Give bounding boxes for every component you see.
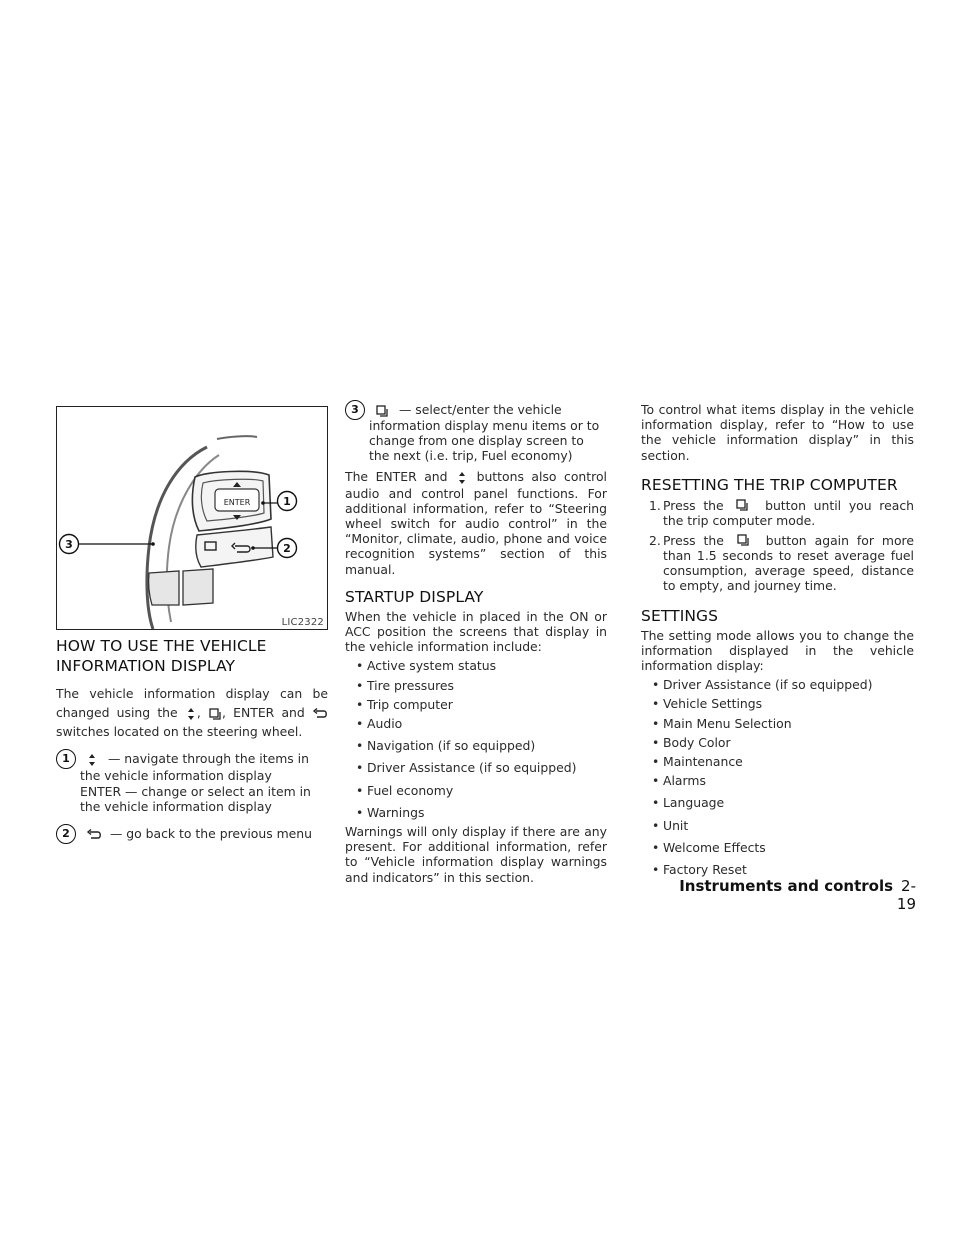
settings-list [641, 677, 914, 877]
column-3 [641, 402, 914, 877]
up-down-arrows-icon [455, 470, 469, 486]
figure-callout-3: 3 [65, 538, 73, 551]
back-arrow-icon [312, 708, 328, 720]
display-button-icon [208, 707, 222, 721]
list-item: • Maintenance [641, 754, 914, 769]
list-item: • Audio [345, 716, 607, 731]
up-down-arrows-icon [185, 706, 197, 722]
howto-item-3 [345, 402, 607, 463]
back-arrow-icon [80, 829, 106, 841]
list-item: • Navigation (if so equipped) [345, 738, 607, 753]
startup-intro: When the vehicle in placed in the ON or ACC position the screens that display in the vehicle information include: [345, 608, 607, 655]
reset-steps [641, 498, 914, 594]
howto-item-2 [56, 826, 328, 841]
display-button-icon [732, 534, 758, 548]
steering-switch-illustration [57, 407, 327, 629]
list-item: • Trip computer [345, 697, 607, 712]
figure-callout-2: 2 [283, 542, 291, 555]
step-2-b: button again for more than 1.5 seconds to reset average fuel consumption, average speed, distance to empty, and journey time. [663, 532, 914, 594]
list-item: • Welcome Effects [641, 840, 914, 855]
howto-item-2-text: — go back to the previous menu [109, 826, 313, 842]
howto-intro-c: switches located on the steering wheel. [56, 724, 303, 739]
column-1 [56, 406, 328, 841]
step-number: 1. [649, 497, 661, 513]
list-item: • Body Color [641, 735, 914, 750]
control-note: To control what items display in the vehicle information display, refer to “How to use the vehicle information display” in this section. [641, 402, 914, 463]
howto-intro-a: The vehicle information display can be changed using the [56, 686, 328, 720]
page-number: 2-19 [896, 877, 916, 913]
figure-callout-1: 1 [283, 495, 291, 508]
display-button-icon [369, 404, 395, 418]
list-item: • Vehicle Settings [641, 696, 914, 711]
howto-intro-b: , ENTER and [222, 705, 305, 720]
up-down-arrows-icon [80, 752, 104, 768]
howto-item-1 [56, 751, 328, 783]
howto-heading: HOW TO USE THE VEHICLE INFORMATION DISPLAY [56, 637, 267, 675]
howto-intro [56, 684, 328, 741]
howto-item-1-enter-text: ENTER — change or select an item in the vehicle information display [80, 783, 311, 814]
howto-item-1-enter [56, 784, 328, 814]
list-item: • Tire pressures [345, 678, 607, 693]
howto-intro-comma: , [196, 705, 201, 720]
enter-note-a: The ENTER and [345, 469, 448, 485]
list-item: • Driver Assistance (if so equipped) [345, 760, 607, 775]
settings-heading: SETTINGS [641, 606, 719, 625]
list-item: • Driver Assistance (if so equipped) [641, 677, 914, 692]
startup-heading: STARTUP DISPLAY [345, 587, 484, 606]
list-item: • Warnings [345, 805, 607, 820]
step-1-a: Press the [663, 497, 724, 513]
reset-step-2 [641, 533, 914, 594]
startup-outro: Warnings will only display if there are any present. For additional information, refer to “Vehicle information display warnings and indicators” in this section. [345, 824, 607, 885]
howto-item-3-text: — select/enter the vehicle information display menu items or to change from one display screen to the next (i.e. trip, Fuel economy) [369, 402, 600, 463]
page-footer [676, 877, 916, 913]
enter-note [345, 469, 607, 577]
steering-switch-figure [56, 406, 328, 630]
enter-note-b: buttons also control audio and control panel functions. For additional information, refer to “Steering wheel switch for audio control” in the “Monitor, climate, audio, phone and voice recognition systems” section of this manual. [345, 469, 607, 577]
list-item: • Language [641, 795, 914, 810]
figure-code: LIC2322 [281, 617, 324, 628]
list-item: • Main Menu Selection [641, 716, 914, 731]
reset-step-1 [641, 498, 914, 529]
figure-enter-label: ENTER [223, 498, 251, 507]
howto-item-1-text: — navigate through the items in the vehicle information display [80, 751, 309, 783]
callout-3: 3 [345, 400, 365, 420]
callout-2: 2 [56, 824, 76, 844]
step-1-b: button until you reach the trip computer mode. [663, 497, 914, 529]
list-item: • Alarms [641, 773, 914, 788]
step-2-a: Press the [663, 532, 724, 548]
footer-section-title: Instruments and controls [679, 877, 894, 895]
callout-1: 1 [56, 749, 76, 769]
list-item: • Fuel economy [345, 783, 607, 798]
settings-intro: The setting mode allows you to change the information displayed in the vehicle information display: [641, 627, 914, 674]
list-item: • Unit [641, 818, 914, 833]
column-2 [345, 402, 607, 885]
display-button-icon [731, 499, 757, 513]
list-item: • Factory Reset [641, 862, 914, 877]
reset-heading: RESETTING THE TRIP COMPUTER [641, 475, 898, 494]
startup-list [345, 658, 607, 820]
list-item: • Active system status [345, 658, 607, 673]
step-number: 2. [649, 532, 661, 548]
